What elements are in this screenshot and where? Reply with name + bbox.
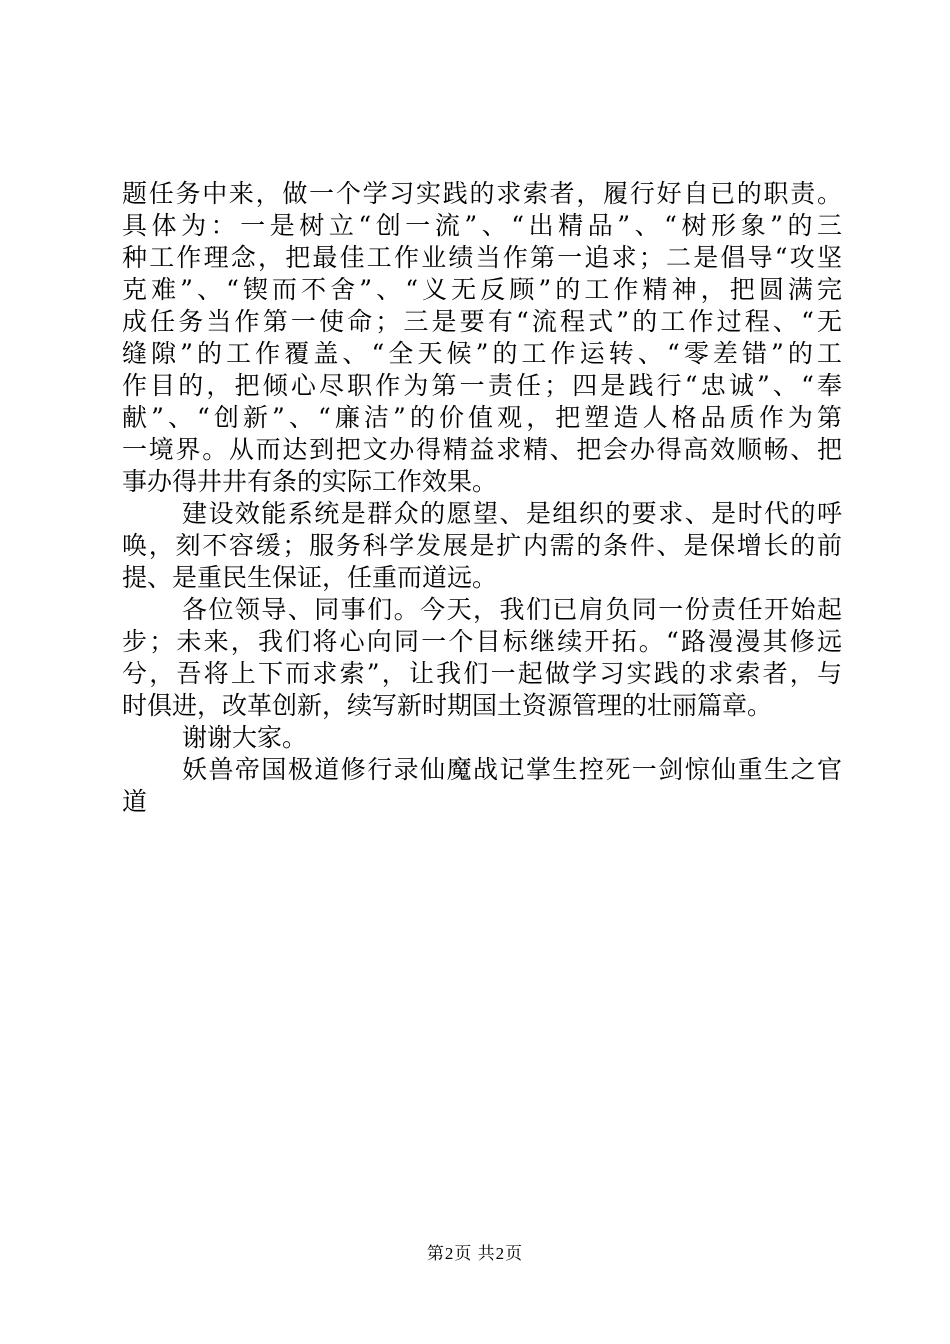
paragraph-line: 唤，刻不容缓；服务科学发展是扩内需的条件、是保增长的前 [122, 531, 842, 560]
paragraph-line: 种工作理念，把最佳工作业绩当作第一追求；二是倡导“攻坚 [122, 243, 842, 272]
paragraph-line: 提、是重民生保证，任重而道远。 [122, 563, 498, 592]
paragraph-line: 时俱进，改革创新，续写新时期国土资源管理的壮丽篇章。 [122, 691, 773, 720]
paragraph-line: 事办得井井有条的实际工作效果。 [122, 467, 498, 496]
paragraph-line: 道 [122, 787, 148, 816]
paragraph-line: 一境界。从而达到把文办得精益求精、把会办得高效顺畅、把 [122, 435, 842, 464]
paragraph-line: 步；未来，我们将心向同一个目标继续开拓。“路漫漫其修远 [122, 627, 842, 656]
paragraph-line: 具体为：一是树立“创一流”、“出精品”、“树形象”的三 [122, 211, 842, 240]
paragraph-line: 谢谢大家。 [182, 723, 308, 752]
paragraph-line: 兮，吾将上下而求索”，让我们一起做学习实践的求索者，与 [122, 659, 842, 688]
paragraph-line: 作目的，把倾心尽职作为第一责任；四是践行“忠诚”、“奉 [122, 371, 842, 400]
paragraph-line: 克难”、“锲而不舍”、“义无反顾”的工作精神，把圆满完 [122, 275, 842, 304]
paragraph-line: 建设效能系统是群众的愿望、是组织的要求、是时代的呼 [182, 499, 842, 528]
paragraph-line: 成任务当作第一使命；三是要有“流程式”的工作过程、“无 [122, 307, 842, 336]
paragraph-line: 献”、“创新”、“廉洁”的价值观，把塑造人格品质作为第 [122, 403, 842, 432]
page-number-footer: 第2页 共2页 [426, 1244, 524, 1263]
paragraph-line: 题任务中来，做一个学习实践的求索者，履行好自已的职责。 [122, 179, 842, 208]
paragraph-line: 各位领导、同事们。今天，我们已肩负同一份责任开始起 [182, 595, 842, 624]
paragraph-line: 妖兽帝国极道修行录仙魔战记掌生控死一剑惊仙重生之官 [182, 755, 842, 784]
paragraph-line: 缝隙”的工作覆盖、“全天候”的工作运转、“零差错”的工 [122, 339, 842, 368]
